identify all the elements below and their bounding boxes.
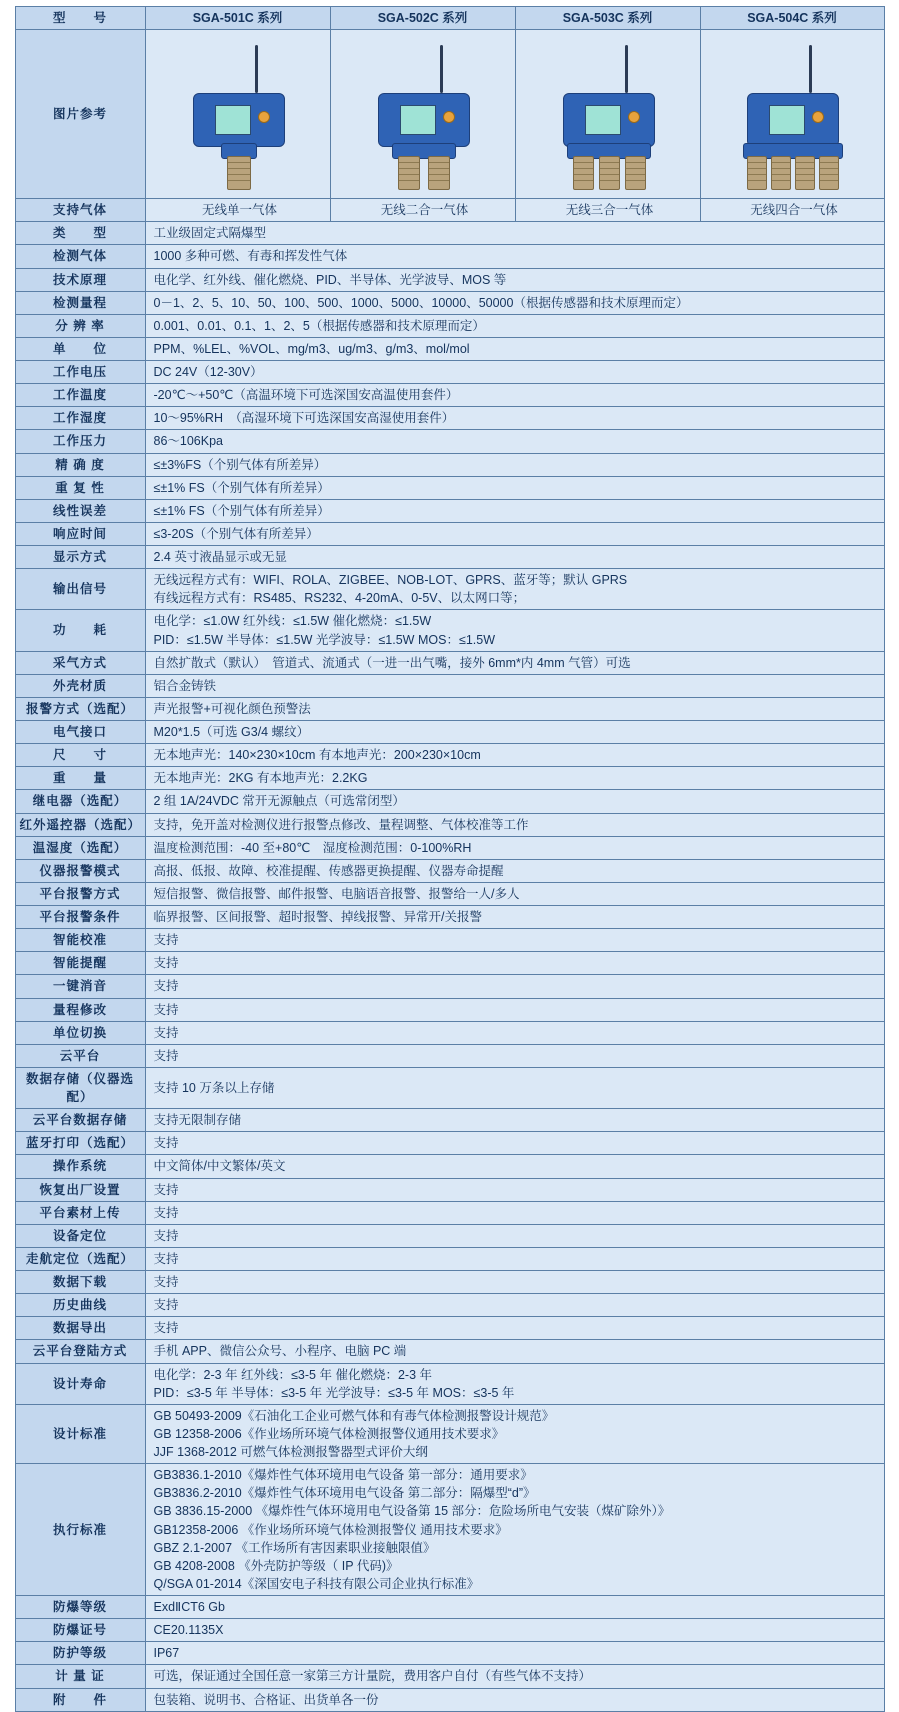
row-label: 数据存储（仪器选配）: [15, 1067, 145, 1108]
row-value: ExdⅡCT6 Gb: [145, 1596, 884, 1619]
row-value: -20℃～+50℃（高温环境下可选深国安高温使用套件）: [145, 384, 884, 407]
table-row: [15, 1271, 884, 1294]
row-label: 云平台: [15, 1044, 145, 1067]
row-value: 支持: [145, 975, 884, 998]
row-label: 量程修改: [15, 998, 145, 1021]
quad-gas-detector: [717, 37, 867, 192]
table-row: [15, 546, 884, 569]
table-row: [15, 1044, 884, 1067]
row-value: 支持: [145, 1044, 884, 1067]
row-value: 自然扩散式（默认） 管道式、流通式（一进一出气嘴，接外 6mm*内 4mm 气管）可选: [145, 651, 884, 674]
size-with-alarm: 有本地声光：200×230×10cm: [318, 748, 481, 763]
gas-504c: 无线四合一气体: [700, 199, 884, 222]
life-infrared: 红外线：≤3-5 年: [241, 1367, 332, 1382]
table-row: [15, 998, 884, 1021]
row-label: 精 确 度: [15, 453, 145, 476]
row-label: 单 位: [15, 337, 145, 360]
row-label: 分 辨 率: [15, 314, 145, 337]
row-value: 支持: [145, 1247, 884, 1270]
row-label: 防爆等级: [15, 1596, 145, 1619]
table-row: [15, 721, 884, 744]
table-row: [15, 1596, 884, 1619]
row-value: 支持: [145, 1271, 884, 1294]
row-label: 温湿度（选配）: [15, 836, 145, 859]
row-value: 10～95%RH （高湿环境下可选深国安高湿使用套件）: [145, 407, 884, 430]
table-row-size: [15, 744, 884, 767]
row-label: 一键消音: [15, 975, 145, 998]
row-value-execution-standard: [145, 1464, 884, 1596]
row-value: 支持: [145, 1294, 884, 1317]
gas-501c: 无线单一气体: [145, 199, 330, 222]
row-value: 支持: [145, 1224, 884, 1247]
row-value: 支持: [145, 1201, 884, 1224]
row-label: 外壳材质: [15, 674, 145, 697]
row-label: 计 量 证: [15, 1665, 145, 1688]
weight-with-alarm: 有本地声光：2.2KG: [257, 771, 368, 786]
table-row: [15, 1665, 884, 1688]
row-value: PPM、%LEL、%VOL、mg/m3、ug/m3、g/m3、mol/mol: [145, 337, 884, 360]
device-image-504c: [700, 30, 884, 199]
table-row: [15, 929, 884, 952]
output-wired-line: 有线远程方式有：RS485、RS232、4-20mA、0-5V、以太网口等；: [153, 591, 526, 606]
row-value: CE20.1135X: [145, 1619, 884, 1642]
row-label-supported-gas: 支持气体: [15, 199, 145, 222]
table-row: [15, 882, 884, 905]
row-label: 继电器（选配）: [15, 790, 145, 813]
row-label: 响应时间: [15, 522, 145, 545]
row-value: 高报、低报、故障、校准提醒、传感器更换提醒、仪器寿命提醒: [145, 859, 884, 882]
row-label-model: 型 号: [15, 7, 145, 30]
row-value: 可选，保证通过全国任意一家第三方计量院，费用客户自付（有些气体不支持）: [145, 1665, 884, 1688]
execution-standard-line: GB 3836.15-2000 《爆炸性气体环境用电气设备第 15 部分：危险场所电气安装（煤矿除外）》: [153, 1504, 671, 1519]
row-label: 蓝牙打印（选配）: [15, 1132, 145, 1155]
life-pid: PID：≤3-5 年: [153, 1385, 228, 1400]
row-label-weight: 重 量: [15, 767, 145, 790]
table-row: [15, 952, 884, 975]
table-row: [15, 430, 884, 453]
row-label: 防爆证号: [15, 1619, 145, 1642]
row-value-power: [145, 610, 884, 651]
table-row: [15, 1021, 884, 1044]
row-label: 采气方式: [15, 651, 145, 674]
row-value: 支持: [145, 1132, 884, 1155]
triple-gas-detector: [533, 37, 683, 192]
table-row: [15, 975, 884, 998]
row-label: 报警方式（选配）: [15, 697, 145, 720]
row-label-design-life: 设计寿命: [15, 1363, 145, 1404]
power-line-1: [154, 612, 880, 630]
execution-standard-line: GBZ 2.1-2007 《工作场所有害因素职业接触限值》: [153, 1540, 436, 1555]
row-value: 短信报警、微信报警、邮件报警、电脑语音报警、报警给一人/多人: [145, 882, 884, 905]
table-row: [15, 1178, 884, 1201]
model-501c: SGA-501C 系列: [145, 7, 330, 30]
table-row: [15, 1294, 884, 1317]
table-row: [15, 1619, 884, 1642]
power-pid: PID：≤1.5W: [153, 632, 223, 647]
row-value: 电化学、红外线、催化燃烧、PID、半导体、光学波导、MOS 等: [145, 268, 884, 291]
table-row-design-life: [15, 1363, 884, 1404]
design-standard-line: GB 12358-2006《作业场所环境气体检测报警仪通用技术要求》: [153, 1426, 505, 1441]
life-semiconductor: 半导体：≤3-5 年: [231, 1385, 323, 1400]
execution-standard-line: GB 4208-2008 《外壳防护等级（ IP 代码)》: [153, 1558, 399, 1573]
table-row: [15, 906, 884, 929]
table-row-weight: [15, 767, 884, 790]
row-label: 走航定位（选配）: [15, 1247, 145, 1270]
table-row: [15, 1109, 884, 1132]
table-row-supported-gas: [15, 199, 884, 222]
row-value: 临界报警、区间报警、超时报警、掉线报警、异常开/关报警: [145, 906, 884, 929]
table-row: [15, 384, 884, 407]
row-label: 单位切换: [15, 1021, 145, 1044]
row-label: 技术原理: [15, 268, 145, 291]
dual-gas-detector: [348, 37, 498, 192]
row-value: 0－1、2、5、10、50、100、500、1000、5000、10000、50000（根据传感器和技术原理而定）: [145, 291, 884, 314]
row-label: 显示方式: [15, 546, 145, 569]
row-value: 中文简体/中文繁体/英文: [145, 1155, 884, 1178]
row-label: 仪器报警模式: [15, 859, 145, 882]
row-label: 操作系统: [15, 1155, 145, 1178]
row-value: 2.4 英寸液晶显示或无显: [145, 546, 884, 569]
row-value: DC 24V（12-30V）: [145, 361, 884, 384]
table-row: [15, 813, 884, 836]
table-row: [15, 245, 884, 268]
table-row: [15, 361, 884, 384]
row-label: 数据导出: [15, 1317, 145, 1340]
row-label-power: 功 耗: [15, 610, 145, 651]
row-value-output-signal: [145, 569, 884, 610]
single-gas-detector: [163, 37, 313, 192]
row-value: 86～106Kpa: [145, 430, 884, 453]
row-label-design-standard: 设计标准: [15, 1404, 145, 1463]
row-value: ≤±1% FS（个别气体有所差异）: [145, 499, 884, 522]
design-standard-line: JJF 1368-2012 可燃气体检测报警器型式评价大纲: [153, 1445, 428, 1459]
row-label: 云平台登陆方式: [15, 1340, 145, 1363]
table-row: [15, 697, 884, 720]
power-semiconductor: 半导体：≤1.5W: [226, 632, 313, 647]
table-row: [15, 222, 884, 245]
row-label: 智能校准: [15, 929, 145, 952]
table-row: [15, 1201, 884, 1224]
row-value: 支持，免开盖对检测仪进行报警点修改、量程调整、气体校准等工作: [145, 813, 884, 836]
row-value: 工业级固定式隔爆型: [145, 222, 884, 245]
row-value: 声光报警+可视化颜色预警法: [145, 697, 884, 720]
life-optical: 光学波导：≤3-5 年: [325, 1385, 430, 1400]
row-label: 工作温度: [15, 384, 145, 407]
row-label: 数据下载: [15, 1271, 145, 1294]
power-line-2: [154, 631, 880, 649]
row-label-image: 图片参考: [15, 30, 145, 199]
table-row: [15, 790, 884, 813]
row-label: 平台报警条件: [15, 906, 145, 929]
execution-standard-line: GB3836.1-2010《爆炸性气体环境用电气设备 第一部分：通用要求》: [153, 1468, 533, 1483]
row-label: 附 件: [15, 1688, 145, 1711]
row-value: 温度检测范围：-40 至+80℃ 湿度检测范围：0-100%RH: [145, 836, 884, 859]
row-label: 电气接口: [15, 721, 145, 744]
row-label: 平台素材上传: [15, 1201, 145, 1224]
row-value: M20*1.5（可选 G3/4 螺纹）: [145, 721, 884, 744]
row-label: 工作电压: [15, 361, 145, 384]
row-label-execution-standard: 执行标准: [15, 1464, 145, 1596]
row-label: 类 型: [15, 222, 145, 245]
row-value-weight: [145, 767, 884, 790]
device-image-501c: [145, 30, 330, 199]
table-row: [15, 314, 884, 337]
row-label: 平台报警方式: [15, 882, 145, 905]
row-label: 检测气体: [15, 245, 145, 268]
power-catalytic: 催化燃烧：≤1.5W: [332, 614, 432, 629]
table-row: [15, 836, 884, 859]
output-wireless-line: 无线远程方式有：WIFI、ROLA、ZIGBEE、NOB-LOT、GPRS、蓝牙等；默认 GPRS: [153, 573, 628, 588]
spec-sheet: [0, 6, 899, 1712]
power-mos: MOS：≤1.5W: [417, 632, 495, 647]
gas-503c: 无线三合一气体: [515, 199, 700, 222]
gas-502c: 无线二合一气体: [330, 199, 515, 222]
table-row-model: [15, 7, 884, 30]
row-value: 2 组 1A/24VDC 常开无源触点（可选常闭型）: [145, 790, 884, 813]
table-row: [15, 291, 884, 314]
table-row-output-signal: [15, 569, 884, 610]
specification-table: [15, 6, 885, 1712]
row-value: IP67: [145, 1642, 884, 1665]
power-optical: 光学波导：≤1.5W: [315, 632, 415, 647]
table-row: [15, 859, 884, 882]
table-row: [15, 1067, 884, 1108]
row-value-design-standard: [145, 1404, 884, 1463]
row-value: ≤3-20S（个别气体有所差异）: [145, 522, 884, 545]
power-infrared: 红外线：≤1.5W: [243, 614, 330, 629]
row-label-output-signal: 输出信号: [15, 569, 145, 610]
table-row: [15, 674, 884, 697]
table-row: [15, 1340, 884, 1363]
row-label: 工作压力: [15, 430, 145, 453]
device-image-503c: [515, 30, 700, 199]
row-label: 工作湿度: [15, 407, 145, 430]
table-row: [15, 1132, 884, 1155]
design-standard-line: GB 50493-2009《石油化工企业可燃气体和有毒气体检测报警设计规范》: [153, 1408, 555, 1423]
model-503c: SGA-503C 系列: [515, 7, 700, 30]
row-value-size: [145, 744, 884, 767]
row-label: 历史曲线: [15, 1294, 145, 1317]
row-value: 支持: [145, 998, 884, 1021]
device-image-502c: [330, 30, 515, 199]
row-value: 包装箱、说明书、合格证、出货单各一份: [145, 1688, 884, 1711]
table-row: [15, 1688, 884, 1711]
row-label: 红外遥控器（选配）: [15, 813, 145, 836]
execution-standard-line: Q/SGA 01-2014《深国安电子科技有限公司企业执行标准》: [153, 1576, 480, 1591]
table-row: [15, 1155, 884, 1178]
row-value: ≤±1% FS（个别气体有所差异）: [145, 476, 884, 499]
table-row: [15, 499, 884, 522]
table-row: [15, 1224, 884, 1247]
table-row: [15, 1317, 884, 1340]
table-row: [15, 1642, 884, 1665]
row-label: 防护等级: [15, 1642, 145, 1665]
table-row: [15, 651, 884, 674]
row-value: 支持: [145, 1317, 884, 1340]
row-label: 设备定位: [15, 1224, 145, 1247]
row-value: 支持 10 万条以上存储: [145, 1067, 884, 1108]
row-label-size: 尺 寸: [15, 744, 145, 767]
row-value: 支持: [145, 929, 884, 952]
life-line-1: [154, 1366, 880, 1384]
row-value: 手机 APP、微信公众号、小程序、电脑 PC 端: [145, 1340, 884, 1363]
row-value: ≤±3%FS（个别气体有所差异）: [145, 453, 884, 476]
life-mos: MOS：≤3-5 年: [432, 1385, 515, 1400]
row-value: 0.001、0.01、0.1、1、2、5（根据传感器和技术原理而定）: [145, 314, 884, 337]
row-label: 检测量程: [15, 291, 145, 314]
row-value: 支持: [145, 952, 884, 975]
row-label: 恢复出厂设置: [15, 1178, 145, 1201]
row-label: 重 复 性: [15, 476, 145, 499]
model-504c: SGA-504C 系列: [700, 7, 884, 30]
size-no-alarm: 无本地声光：140×230×10cm: [153, 748, 316, 763]
table-row: [15, 453, 884, 476]
execution-standard-line: GB3836.2-2010《爆炸性气体环境用电气设备 第二部分：隔爆型“d”》: [153, 1486, 536, 1501]
table-row: [15, 337, 884, 360]
row-value: 支持: [145, 1021, 884, 1044]
table-row: [15, 476, 884, 499]
table-row-execution-standard: [15, 1464, 884, 1596]
table-row: [15, 522, 884, 545]
execution-standard-line: GB12358-2006 《作业场所环境气体检测报警仪 通用技术要求》: [153, 1522, 508, 1537]
power-electrochemical: 电化学：≤1.0W: [153, 614, 240, 629]
row-value: 铝合金铸铁: [145, 674, 884, 697]
weight-no-alarm: 无本地声光：2KG: [153, 771, 254, 786]
row-value: 1000 多种可燃、有毒和挥发性气体: [145, 245, 884, 268]
table-row-image: [15, 30, 884, 199]
table-row: [15, 268, 884, 291]
row-label: 智能提醒: [15, 952, 145, 975]
row-label: 线性误差: [15, 499, 145, 522]
life-electrochemical: 电化学：2-3 年: [153, 1367, 238, 1382]
row-value-design-life: [145, 1363, 884, 1404]
table-row-power: [15, 610, 884, 651]
life-line-2: [154, 1384, 880, 1402]
row-value: 支持无限制存储: [145, 1109, 884, 1132]
row-label: 云平台数据存储: [15, 1109, 145, 1132]
table-row: [15, 407, 884, 430]
model-502c: SGA-502C 系列: [330, 7, 515, 30]
table-row: [15, 1247, 884, 1270]
life-catalytic: 催化燃烧：2-3 年: [335, 1367, 433, 1382]
row-value: 支持: [145, 1178, 884, 1201]
table-row-design-standard: [15, 1404, 884, 1463]
